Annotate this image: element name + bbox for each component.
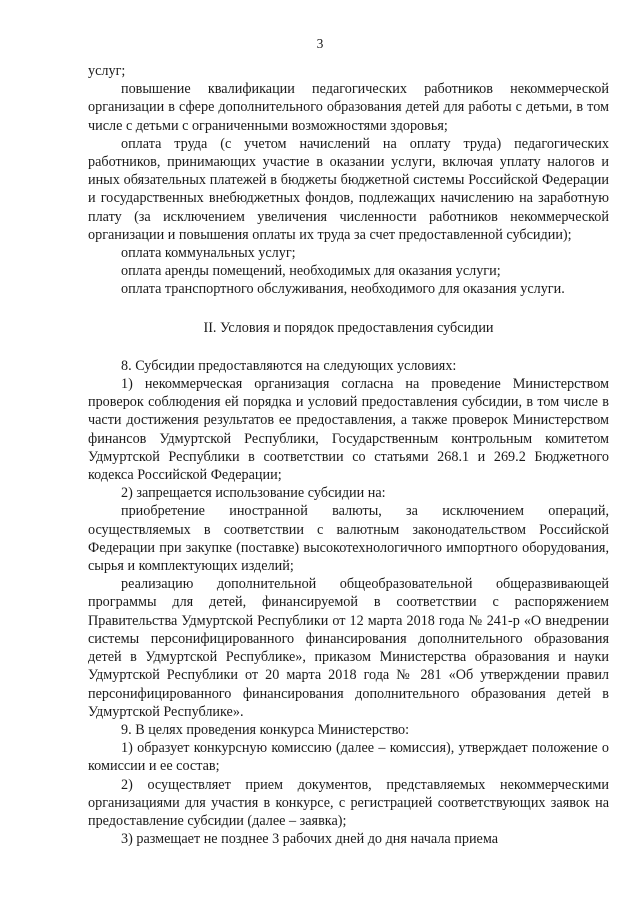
paragraph: повышение квалификации педагогических работников некоммерческой организации в сфере дополнительного образования детей для работы с детьми, в том числе с детьми с ограниченными возможностями здоровья; (88, 81, 609, 134)
page-number: 3 (316, 36, 324, 51)
paragraph: оплата труда (с учетом начислений на оплату труда) педагогических работников, принимающих участие в оказании услуги, включая уплату налогов и иных обязательных платежей в бюджеты бюджетной системы Российской Федерации и государственных внебюджетных фондов, подлежащих начислению на заработную плату (за исключением увеличения численности работников некоммерческой организации и повышения оплаты их труда за счет предоставленной субсидии); (88, 135, 609, 243)
paragraph: 2) осуществляет прием документов, представляемых некоммерческими организациями для участия в конкурсе, с регистрацией соответствующих заявок на предоставление субсидии (далее – заявка); (88, 776, 609, 829)
paragraph: 8. Субсидии предоставляются на следующих условиях: (121, 357, 457, 374)
paragraph: 1) некоммерческая организация согласна на проведение Министерством проверок соблюдения ей порядка и условий предоставления субсидии, в том числе в части достижения результатов ее предоставления, а также проверок Министерством финансов Удмуртской Республики, Государственным контрольным комитетом Удмуртской Республики в соответствии со статьями 268.1 и 269.2 Бюджетного кодекса Российской Федерации; (88, 376, 609, 484)
paragraph: оплата коммунальных услуг; (121, 245, 296, 262)
paragraph: приобретение иностранной валюты, за исключением операций, осуществляемых в соответствии с валютным законодательством Российской Федерации при закупке (поставке) высокотехнологичного импортного оборудования, сырья и комплектующих изделий; (88, 503, 609, 575)
paragraph: 3) размещает не позднее 3 рабочих дней до дня начала приема (121, 831, 499, 848)
paragraph: 9. В целях проведения конкурса Министерство: (121, 721, 410, 738)
paragraph: оплата транспортного обслуживания, необходимого для оказания услуги. (121, 281, 565, 298)
paragraph: реализацию дополнительной общеобразовательной общеразвивающей программы для детей, финансируемой в соответствии с распоряжением Правительства Удмуртской Республики от 12 марта 2018 года № 241-р «О внедрении системы персонифицированного финансирования дополнительного образования детей в Удмуртской Республике», приказом Министерства образования и науки Удмуртской Республики от 20 марта 2018 года № 281 «Об утверждении правил персонифицированного финансирования дополнительного образования детей в Удмуртской Республике». (88, 576, 609, 720)
paragraph: услуг; (88, 63, 126, 79)
section-heading: II. Условия и порядок предоставления субсидии (203, 319, 494, 336)
document-body (88, 62, 609, 848)
paragraph: 2) запрещается использование субсидии на: (121, 485, 386, 502)
paragraph: оплата аренды помещений, необходимых для оказания услуги; (121, 263, 501, 280)
paragraph: 1) образует конкурсную комиссию (далее – комиссия), утверждает положение о комиссии и ее состав; (88, 740, 609, 775)
